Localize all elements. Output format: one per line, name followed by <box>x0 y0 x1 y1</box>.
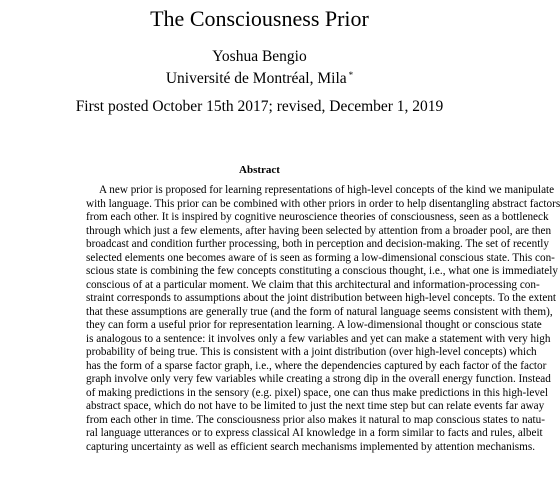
abstract-line: is analogous to a sentence: it involves only a few variables and yet can make a statement with very high <box>86 332 551 345</box>
abstract-line: broadcast and condition further processing, both in perception and decision-making. The set of recently <box>86 238 550 250</box>
posting-dates: First posted October 15th 2017; revised, December 1, 2019 <box>75 98 444 115</box>
abstract-line: they can form a useful prior for representation learning. A low-dimensional thought or conscious state <box>86 319 542 331</box>
abstract-line: with language. This prior can be combined with other priors in order to help disentangling abstract factors <box>86 197 560 210</box>
abstract-line: graph involve only very few variables while creating a strong dip in the overall energy function. Instead <box>86 373 551 385</box>
abstract-line: scious state is combining the few concepts constituting a conscious thought, i.e., what one is immediately <box>86 265 558 277</box>
abstract-line: A new prior is proposed for learning representations of high-level concepts of the kind we manipulate <box>99 184 555 196</box>
abstract-line: probability of being true. This is consistent with a joint distribution (over high-level concepts) which <box>86 346 537 358</box>
abstract-line: that these assumptions are generally true (and the form of natural language seems consistent with them), <box>86 305 553 318</box>
abstract-line: capturing uncertainty as well as efficient search mechanisms implemented by attention mechanisms. <box>86 440 536 453</box>
abstract-line: from each other. It is inspired by cognitive neuroscience theories of consciousness, seen as a bottleneck <box>86 211 549 223</box>
abstract-body <box>86 184 560 454</box>
abstract-line: from each other in time. The consciousness prior also makes it natural to map conscious states to natu- <box>86 413 545 426</box>
author-name: Yoshua Bengio <box>212 48 307 65</box>
affiliation-footnote-mark: * <box>348 70 354 80</box>
abstract-line: has the form of a sparse factor graph, i.e., where the dependencies captured by each factor of the factor <box>86 359 547 372</box>
affiliation-text: Université de Montréal, Mila <box>165 70 347 87</box>
abstract-line: through which just a few elements, after having been selected by attention from a broader pool, are then <box>86 224 552 237</box>
abstract-line: of making predictions in the sensory (e.g. pixel) space, one can thus make predictions in this high-level <box>86 386 548 399</box>
author-affiliation <box>0 66 519 88</box>
abstract-line: selected elements one becomes aware of is seen as forming a low-dimensional conscious state. This con- <box>86 251 555 264</box>
abstract-heading: Abstract <box>239 164 280 176</box>
abstract-line: straint corresponds to assumptions about the joint distribution between high-level concepts. To the extent <box>86 292 557 304</box>
abstract-line: conscious of at a particular moment. We claim that this architectural and information-processing con- <box>86 278 540 291</box>
paper-title: The Consciousness Prior <box>150 6 369 31</box>
abstract-line: abstract space, which do not have to be limited to just the next time step but can relate events far away <box>86 400 545 412</box>
abstract-line: ral language utterances or to express classical AI knowledge in a form similar to facts and rules, albeit <box>86 427 543 439</box>
